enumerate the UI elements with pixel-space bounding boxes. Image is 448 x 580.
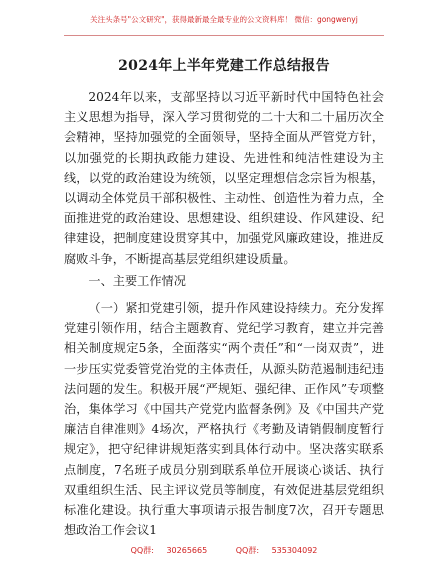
section-heading: 一、主要工作情况: [88, 274, 186, 288]
footer-contact: [0, 545, 448, 556]
document-title: 2024年上半年党建工作总结报告: [118, 58, 330, 74]
section-paragraph: （一）紧扣党建引领，提升作风建设持续力。充分发挥党建引领作用，结合主题教育、党纪学习教育，建立并完善相关制度规定5条，全面落实“两个责任”和“一岗双责”，进一步压实党委管党治党的主体责任，从源头防范遏制违纪违法问题的发生。积极开展“严规矩、强纪律、正作风”专项整治，集体学习《中国共产党党内监督条例》及《中国共产党廉洁自律准则》4场次，严格执行《考勤及请销假制度暂行规定》，把守纪律讲规矩落实到具体行动中。坚决落实联系点制度，7名班子成员分别到联系单位开展谈心谈话、执行双重组织生活、民主评议党员等制度，有效促进基层党组织标准化建设。执行重大事项请示报告制度7次，召开专题思想政治工作会议1: [64, 301, 384, 538]
footer-qq-group-2: QQ群: 535304092: [235, 546, 318, 555]
footer-qq-group-1: QQ群: 30265665: [130, 546, 208, 555]
header-divider: [64, 35, 384, 36]
header-promo-note: 关注头条号"公文研究"，获得最新最全最专业的公文资料库！ 微信：gongwenyj: [90, 15, 358, 24]
intro-paragraph: 2024年以来，支部坚持以习近平新时代中国特色社会主义思想为指导，深入学习贯彻党的二十大和二十届历次全会精神，坚持加强党的全面领导，坚持全面从严管党方针，以加强党的长期执政能力建设、先进性和纯洁性建设为主线，以党的政治建设为统领，以坚定理想信念宗旨为根基，以调动全体党员干部积极性、主动性、创造性为着力点，全面推进党的政治建设、思想建设、组织建设、作风建设、纪律建设，把制度建设贯穿其中，加强党风廉政建设，推进反腐败斗争，不断提高基层党组织建设质量。: [64, 90, 384, 266]
